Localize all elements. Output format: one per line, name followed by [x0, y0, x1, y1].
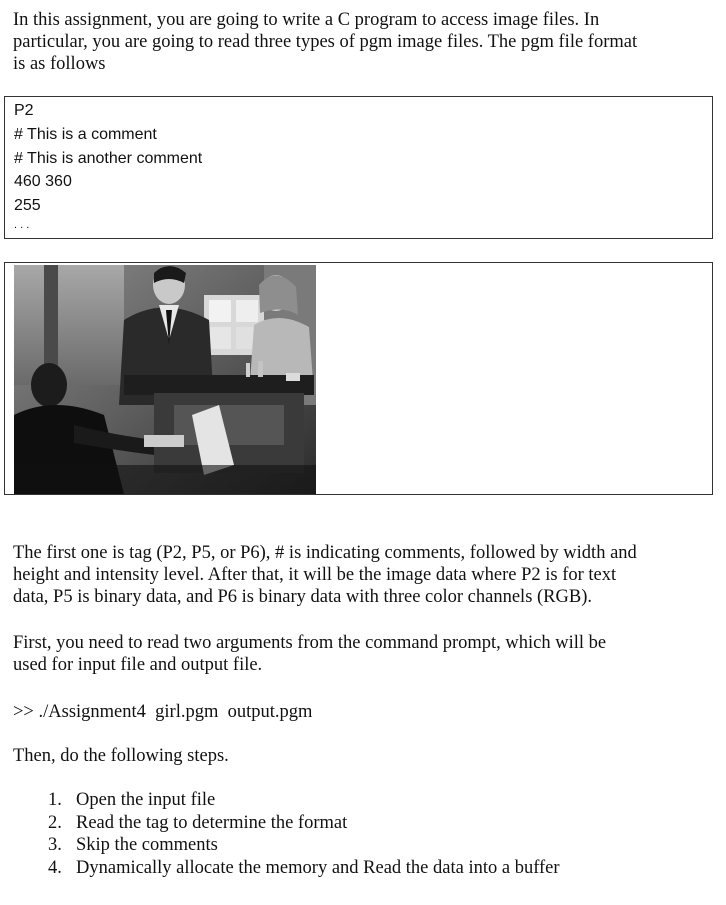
steps-list	[0, 789, 700, 879]
step-number: 2.	[48, 812, 62, 833]
arguments-line: used for input file and output file.	[13, 655, 263, 675]
code-line: P2	[14, 102, 34, 119]
pgm-format-example	[4, 96, 713, 239]
step-text: Read the tag to determine the format	[76, 812, 348, 833]
step-number: 1.	[48, 790, 62, 810]
list-item	[0, 857, 700, 880]
arguments-line: First, you need to read two arguments from the command prompt, which will be	[13, 633, 607, 653]
step-text: Open the input file	[76, 790, 216, 810]
list-item	[0, 834, 700, 857]
description-line: data, P5 is binary data, and P6 is binary data with three color channels (RGB).	[13, 587, 593, 607]
arguments-paragraph	[13, 632, 713, 676]
intro-line: In this assignment, you are going to write a C program to access image files. In	[13, 10, 600, 30]
code-line: . . .	[14, 219, 30, 231]
description-paragraph	[13, 542, 713, 608]
command-example: >> ./Assignment4 girl.pgm output.pgm	[13, 702, 313, 722]
step-number: 3.	[48, 835, 62, 855]
intro-paragraph	[13, 9, 713, 75]
steps-intro: Then, do the following steps.	[13, 746, 229, 766]
description-line: The first one is tag (P2, P5, or P6), # is indicating comments, followed by width and	[13, 543, 637, 563]
step-number: 4.	[48, 857, 62, 878]
code-line: # This is another comment	[14, 150, 203, 167]
step-text: Skip the comments	[76, 835, 218, 855]
step-text: Dynamically allocate the memory and Read the data into a buffer	[76, 857, 560, 878]
intro-line: particular, you are going to read three types of pgm image files. The pgm file format	[13, 32, 638, 52]
intro-line: is as follows	[13, 54, 106, 74]
list-item	[0, 812, 700, 835]
code-line: # This is a comment	[14, 126, 157, 143]
list-item	[0, 789, 700, 812]
image-frame	[4, 262, 713, 495]
code-line: 255	[14, 197, 41, 214]
code-line: 460 360	[14, 173, 72, 190]
sample-photo	[14, 265, 316, 494]
description-line: height and intensity level. After that, it will be the image data where P2 is for text	[13, 565, 617, 585]
